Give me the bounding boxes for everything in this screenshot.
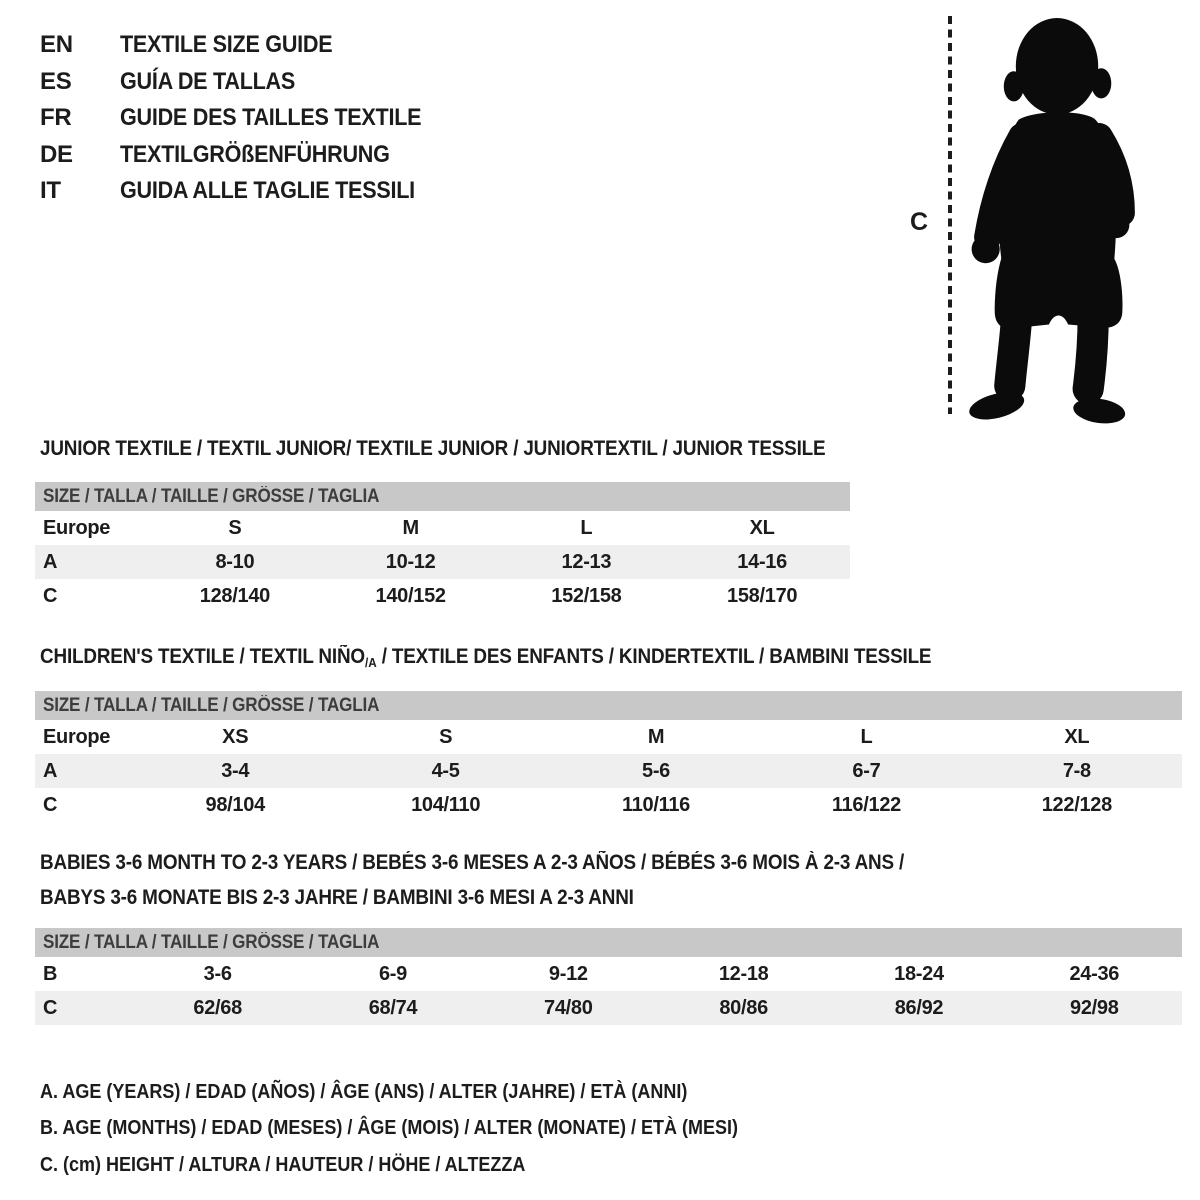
measurement-legend [40,1074,816,1184]
babies-row-months-label: B [43,962,58,985]
junior-size-table [35,482,850,613]
junior-size-header-text: SIZE / TALLA / TAILLE / GRÖSSE / TAGLIA [43,485,380,507]
children-height-value: 116/122 [831,793,901,816]
children-row-height [35,788,1182,822]
lang-title-it: GUIDA ALLE TAGLIE TESSILI [120,177,415,205]
lang-title-de: TEXTILGRÖßENFÜHRUNG [120,140,390,168]
lang-code-it: IT [40,177,61,205]
babies-months-value: 6-9 [378,962,407,985]
lang-row-en [40,27,455,64]
babies-table-size-header [35,928,1182,957]
junior-size-s: S [228,516,242,539]
junior-size-l: L [580,516,593,539]
children-size-xs: XS [222,725,249,748]
lang-code-en: EN [40,31,73,59]
babies-title-line1: BABIES 3-6 MONTH TO 2-3 YEARS / BEBÉS 3-6 MESES A 2-3 AÑOS / BÉBÉS 3-6 MOIS À 2-3 ANS / [40,851,905,874]
babies-size-table [35,928,1182,1025]
babies-height-value: 92/98 [1070,996,1119,1019]
babies-months-value: 12-18 [718,962,769,985]
children-row-age-label: A [43,759,58,782]
children-title-subscript: /A [364,655,377,670]
children-height-value: 122/128 [1041,793,1112,816]
legend-age-years: A. AGE (YEARS) / EDAD (AÑOS) / ÂGE (ANS) / ALTER (JAHRE) / ETÀ (ANNI) [40,1080,688,1103]
junior-height-value: 128/140 [199,584,270,607]
babies-height-value: 74/80 [544,996,593,1019]
junior-table-size-header [35,482,850,511]
junior-height-value: 140/152 [375,584,446,607]
children-height-value: 110/116 [622,793,691,816]
children-age-value: 5-6 [642,759,671,782]
junior-age-value: 8-10 [215,550,255,573]
legend-height-cm: C. (cm) HEIGHT / ALTURA / HAUTEUR / HÖHE / ALTEZZA [40,1153,526,1176]
babies-row-height [35,991,1182,1025]
babies-height-value: 68/74 [368,996,418,1019]
babies-section-title [40,845,1000,915]
babies-row-months [35,957,1182,991]
children-age-value: 7-8 [1062,759,1091,782]
children-title-post: / TEXTILE DES ENFANTS / KINDERTEXTIL / BAMBINI TESSILE [376,645,932,668]
children-row-height-label: C [43,793,58,816]
babies-title-line2: BABYS 3-6 MONATE BIS 2-3 JAHRE / BAMBINI 3-6 MESI A 2-3 ANNI [40,886,634,909]
height-measure-label: C [910,208,929,236]
children-row-age [35,754,1182,788]
children-size-s: S [439,725,453,748]
lang-row-fr [40,100,455,137]
junior-size-m: M [402,516,419,539]
babies-height-value: 80/86 [719,996,768,1019]
babies-height-value: 62/68 [193,996,242,1019]
junior-section-title: JUNIOR TEXTILE / TEXTIL JUNIOR/ TEXTILE JUNIOR / JUNIORTEXTIL / JUNIOR TESSILE [40,437,826,460]
junior-row-europe [35,511,850,545]
children-age-value: 6-7 [852,759,881,782]
children-age-value: 3-4 [221,759,250,782]
children-title-pre: CHILDREN'S TEXTILE / TEXTIL NIÑO [40,645,365,668]
toddler-silhouette-icon [963,14,1145,426]
junior-row-height [35,579,850,613]
babies-months-value: 24-36 [1069,962,1120,985]
lang-row-it [40,173,455,210]
junior-height-value: 152/158 [551,584,622,607]
language-title-list [40,27,455,210]
children-region-label: Europe [43,725,111,748]
children-size-table [35,691,1182,822]
children-size-xl: XL [1064,725,1090,748]
lang-title-es: GUÍA DE TALLAS [120,67,296,95]
children-size-m: M [647,725,665,748]
junior-region-label: Europe [43,516,111,539]
children-section-title [40,644,931,675]
junior-age-value: 10-12 [385,550,436,573]
legend-age-months: B. AGE (MONTHS) / EDAD (MESES) / ÂGE (MOIS) / ALTER (MONATE) / ETÀ (MESI) [40,1117,738,1140]
lang-title-en: TEXTILE SIZE GUIDE [120,31,333,59]
lang-row-es [40,64,455,101]
junior-size-xl: XL [749,516,775,539]
children-size-header-text: SIZE / TALLA / TAILLE / GRÖSSE / TAGLIA [43,694,380,716]
babies-months-value: 18-24 [894,962,944,985]
children-row-europe [35,720,1182,754]
children-size-l: L [860,725,873,748]
babies-months-value: 9-12 [548,962,588,985]
babies-months-value: 3-6 [203,962,232,985]
babies-row-height-label: C [43,996,58,1019]
lang-code-fr: FR [40,104,72,132]
junior-row-height-label: C [43,584,58,607]
junior-age-value: 14-16 [737,550,787,573]
lang-code-es: ES [40,67,72,95]
junior-row-age-label: A [43,550,58,573]
children-table-size-header [35,691,1182,720]
junior-row-age [35,545,850,579]
babies-height-value: 86/92 [894,996,944,1019]
junior-height-value: 158/170 [727,584,798,607]
children-age-value: 4-5 [431,759,460,782]
babies-size-header-text: SIZE / TALLA / TAILLE / GRÖSSE / TAGLIA [43,931,380,953]
dashed-height-line-icon [946,16,954,414]
lang-title-fr: GUIDE DES TAILLES TEXTILE [120,104,422,132]
lang-code-de: DE [40,140,73,168]
junior-age-value: 12-13 [561,550,612,573]
lang-row-de [40,137,455,174]
children-height-value: 104/110 [411,793,481,816]
children-height-value: 98/104 [205,793,265,816]
